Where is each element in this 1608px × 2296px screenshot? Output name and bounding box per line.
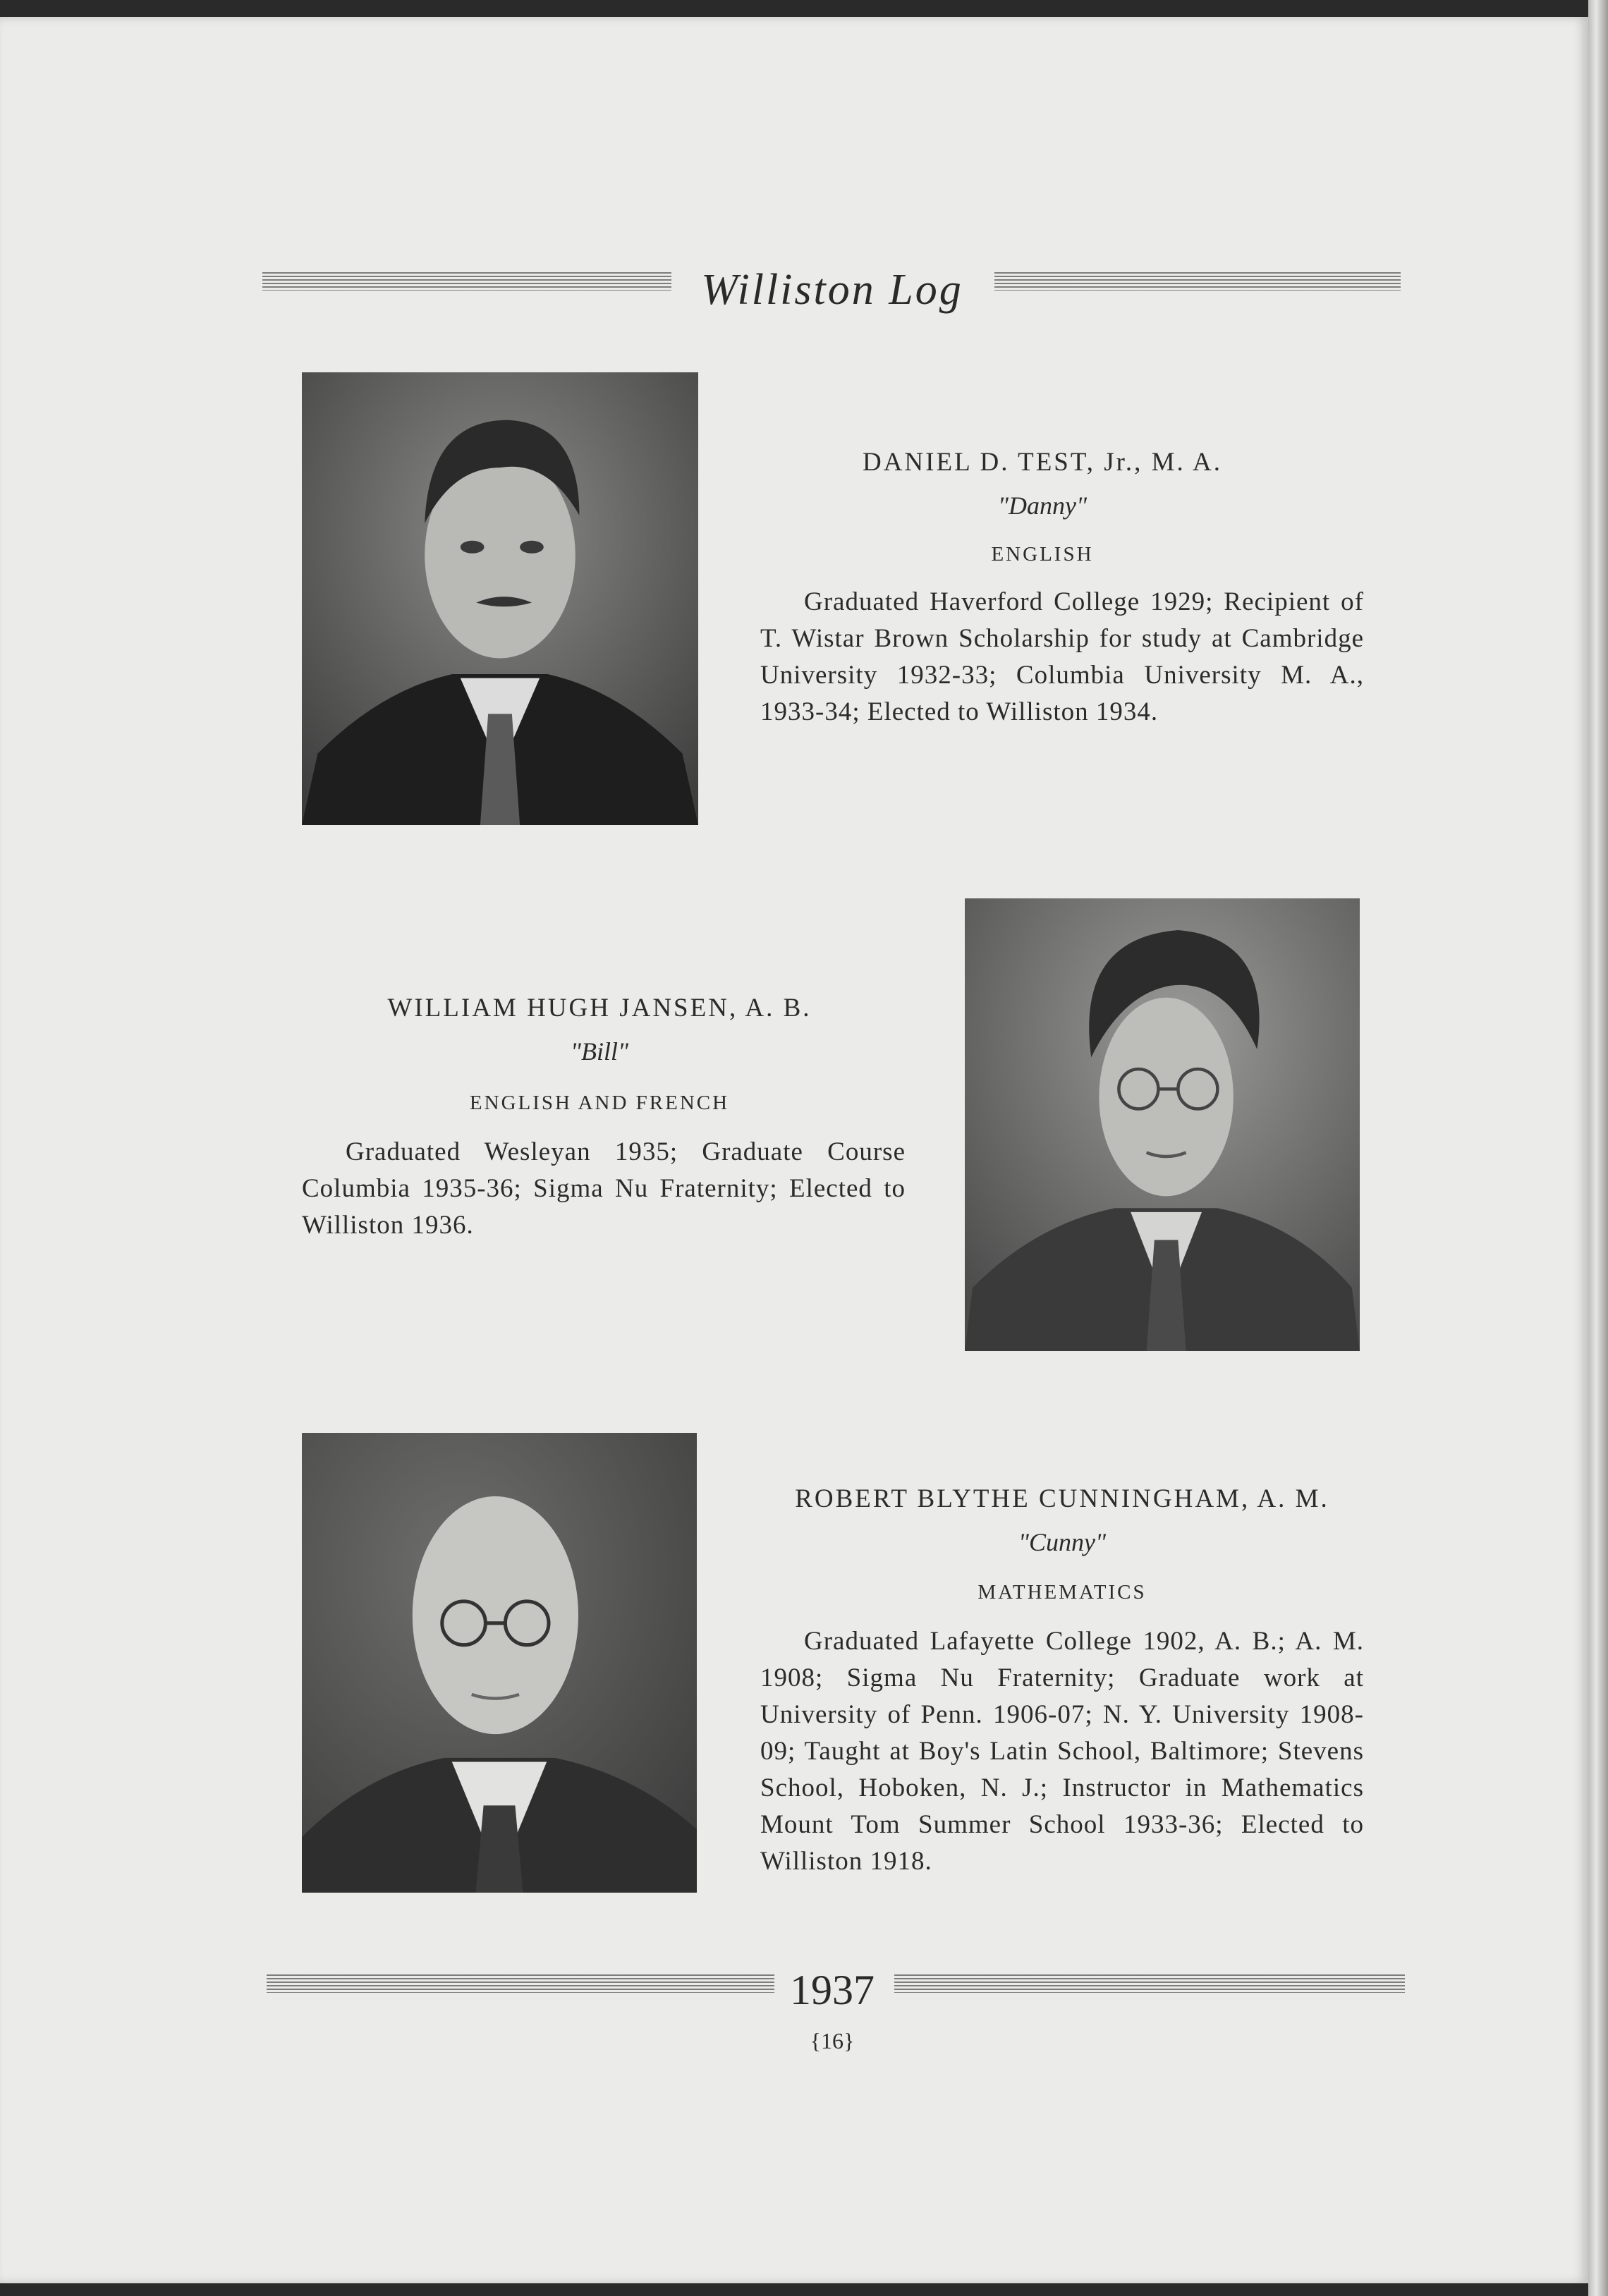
entry-subject: MATHEMATICS	[977, 1581, 1147, 1604]
page-number: {16}	[810, 2028, 855, 2053]
page-edge	[1588, 0, 1608, 2296]
entry-subject: ENGLISH AND FRENCH	[469, 1092, 730, 1114]
footer-year: 1937	[790, 1967, 875, 2013]
page-header-title: Williston Log	[701, 266, 963, 314]
header-rule-left	[262, 272, 671, 291]
entry-name: DANIEL D. TEST, Jr., M. A.	[862, 448, 1222, 477]
footer-rule-right	[894, 1974, 1405, 1993]
header-rule-right	[994, 272, 1401, 291]
entry-nickname: "Cunny"	[1018, 1528, 1107, 1556]
entry-bio: Graduated Lafayette College 1902, A. B.; A. M. 1908; Sigma Nu Fraternity; Graduate work at University of Penn. 1906-07; N. Y. University 1908-09; Taught at Boy's Latin School, Baltimore; Stevens School, Hoboken, N. J.; Instructor in Mathematics Mount Tom Summer School 1933-36; Elected to Williston 1918.	[760, 1627, 1364, 1876]
footer-rule-left	[267, 1974, 774, 1993]
entry-name: WILLIAM HUGH JANSEN, A. B.	[387, 994, 812, 1022]
entry-nickname: "Danny"	[997, 491, 1088, 520]
entry-bio: Graduated Haverford College 1929; Recipient of T. Wistar Brown Scholarship for study at Cambridge University 1932-33; Columbia University M. A., 1933-34; Elected to Williston 1934.	[760, 587, 1364, 726]
entry-subject: ENGLISH	[991, 543, 1094, 566]
entry-name: ROBERT BLYTHE CUNNINGHAM, A. M.	[795, 1484, 1329, 1513]
portrait-photo-william-jansen	[965, 898, 1360, 1351]
portrait-photo-robert-cunningham	[302, 1433, 697, 1893]
page	[0, 17, 1588, 2283]
portrait-photo-daniel-test	[302, 372, 698, 825]
entry-bio: Graduated Wesleyan 1935; Graduate Course Columbia 1935-36; Sigma Nu Fraternity; Elected to Williston 1936.	[302, 1137, 906, 1240]
entry-nickname: "Bill"	[570, 1037, 629, 1065]
